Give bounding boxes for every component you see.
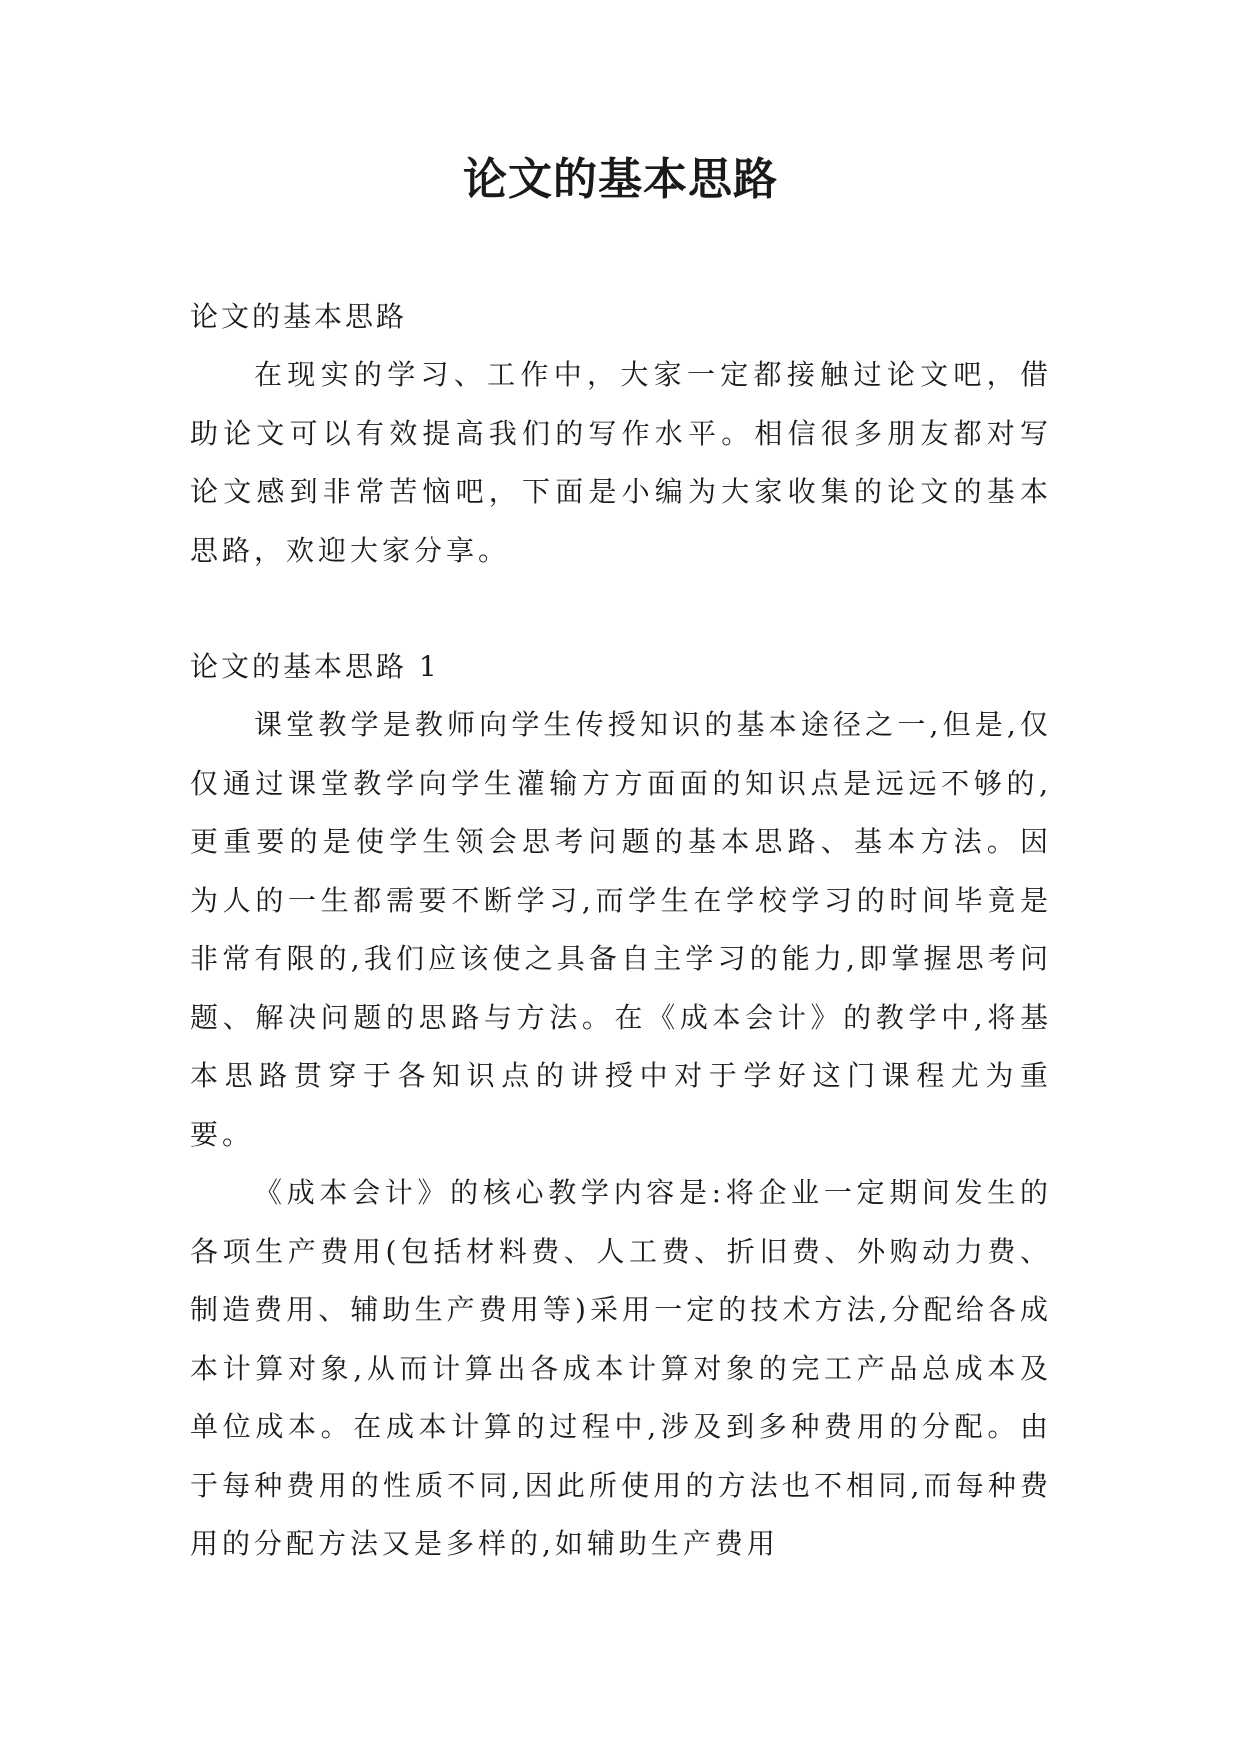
section-heading-intro: 论文的基本思路 — [190, 300, 408, 333]
section-spacer — [190, 580, 1052, 638]
document-body — [190, 288, 1052, 1574]
intro-paragraph: 在现实的学习、工作中，大家一定都接触过论文吧，借助论文可以有效提高我们的写作水平。相信很多朋友都对写论文感到非常苦恼吧，下面是小编为大家收集的论文的基本思路，欢迎大家分享。 — [190, 358, 1052, 567]
section-heading-1: 论文的基本思路 1 — [190, 650, 440, 683]
document-title: 论文的基本思路 — [463, 154, 778, 205]
section-1-paragraph-1: 课堂教学是教师向学生传授知识的基本途径之一,但是,仅仅通过课堂教学向学生灌输方方面面的知识点是远远不够的,更重要的是使学生领会思考问题的基本思路、基本方法。因为人的一生都需要不断学习,而学生在学校学习的时间毕竟是非常有限的,我们应该使之具备自主学习的能力,即掌握思考问题、解决问题的思路与方法。在《成本会计》的教学中,将基本思路贯穿于各知识点的讲授中对于学好这门课程尤为重要。 — [190, 708, 1052, 1151]
section-1-paragraph-2: 《成本会计》的核心教学内容是:将企业一定期间发生的各项生产费用(包括材料费、人工费、折旧费、外购动力费、制造费用、辅助生产费用等)采用一定的技术方法,分配给各成本计算对象,从而计算出各成本计算对象的完工产品总成本及单位成本。在成本计算的过程中,涉及到多种费用的分配。由于每种费用的性质不同,因此所使用的方法也不相同,而每种费用的分配方法又是多样的,如辅助生产费用 — [190, 1176, 1052, 1560]
